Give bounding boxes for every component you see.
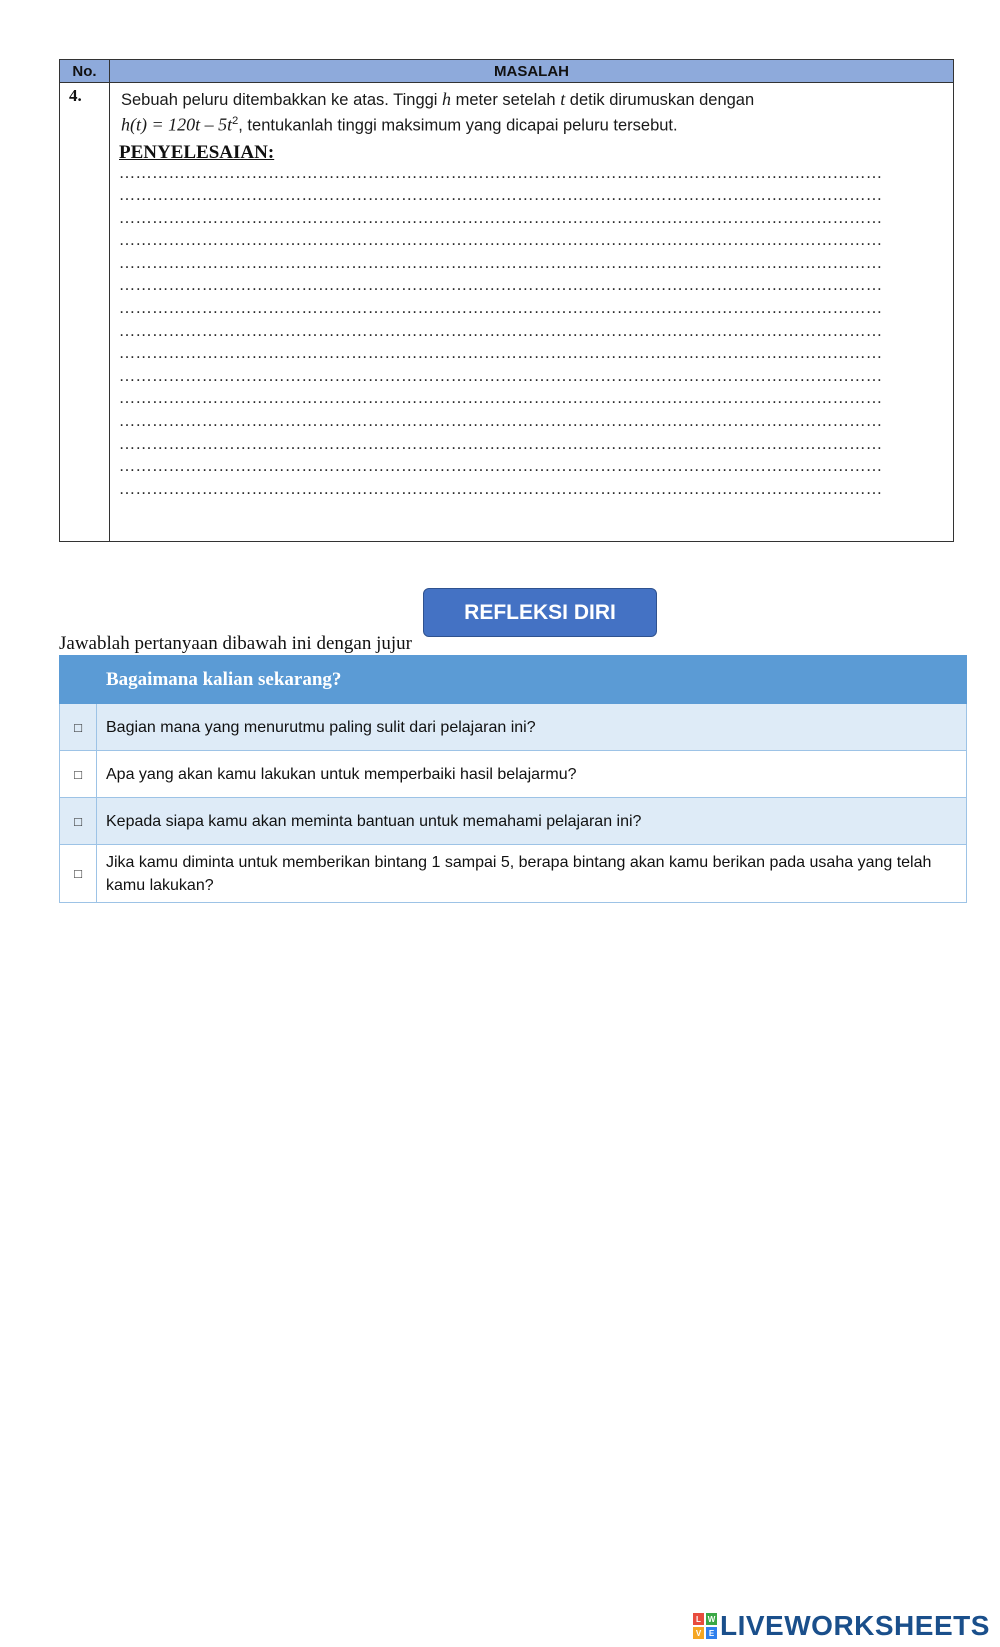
answer-line[interactable]: ………………………………………………………………………………………………………………………… [119,390,883,408]
table-row [60,704,967,751]
problem-text-part: Sebuah peluru ditembakkan ke atas. Tinggi [121,91,443,109]
question-text: Kepada siapa kamu akan meminta bantuan untuk memahami pelajaran ini? [97,798,967,845]
problem-text-part: detik dirumuskan dengan [565,91,755,109]
refleksi-diri-button: REFLEKSI DIRI [423,588,657,637]
answer-area[interactable] [119,164,943,503]
answer-line[interactable]: ………………………………………………………………………………………………………………………… [119,322,883,340]
height-function: h(t) = 120t – 5t [121,114,233,135]
logo-letter: V [693,1627,704,1639]
answer-line[interactable]: ………………………………………………………………………………………………………………………… [119,480,883,498]
exponent: 2 [232,115,239,127]
checkbox-icon[interactable]: □ [60,798,97,845]
answer-line[interactable]: ………………………………………………………………………………………………………………………… [119,232,883,250]
answer-line[interactable]: ………………………………………………………………………………………………………………………… [119,300,883,318]
logo-letter: W [707,1614,716,1624]
question-text: Jika kamu diminta untuk memberikan bintang 1 sampai 5, berapa bintang akan kamu berikan pada usaha yang telah kamu lakukan? [97,845,967,903]
answer-line[interactable]: ………………………………………………………………………………………………………………………… [119,458,883,476]
problem-cell [110,83,953,541]
problem-line-2 [121,111,943,137]
problem-number: 4. [60,83,110,541]
question-text: Bagian mana yang menurutmu paling sulit dari pelajaran ini? [97,704,967,751]
answer-line[interactable]: ………………………………………………………………………………………………………………………… [119,187,883,205]
problem-text-part: meter setelah [451,91,561,109]
answer-line[interactable]: ………………………………………………………………………………………………………………………… [119,209,883,227]
answer-line[interactable]: ………………………………………………………………………………………………………………………… [119,413,883,431]
problem-line-1 [121,89,943,111]
solution-heading: PENYELESAIAN: [119,141,275,163]
header-empty-cell [60,656,97,704]
problem-text-part: , tentukanlah tinggi maksimum yang dicapai peluru tersebut. [238,116,678,135]
reflection-header: Bagaimana kalian sekarang? [97,656,967,704]
table-row [60,845,967,903]
reflection-table [59,655,967,903]
answer-line[interactable]: ………………………………………………………………………………………………………………………… [119,254,883,272]
answer-line[interactable]: ………………………………………………………………………………………………………………………… [119,277,883,295]
instruction-text: Jawablah pertanyaan dibawah ini dengan jujur [59,633,412,654]
problem-table [59,59,954,542]
variable-t: t [560,89,566,109]
checkbox-icon[interactable]: □ [60,704,97,751]
table-row [60,751,967,798]
liveworksheets-logo[interactable] [693,1608,990,1644]
answer-line[interactable]: ………………………………………………………………………………………………………………………… [119,345,883,363]
column-header-masalah: MASALAH [110,60,953,83]
checkbox-icon[interactable]: □ [60,751,97,798]
logo-mark-icon [693,1613,717,1639]
reflection-header-row [60,656,967,704]
answer-line[interactable]: ………………………………………………………………………………………………………………………… [119,367,883,385]
logo-text: LIVEWORKSHEETS [720,1610,990,1641]
question-text: Apa yang akan kamu lakukan untuk memperbaiki hasil belajarmu? [97,751,967,798]
logo-letter: E [706,1627,717,1639]
logo-letter: L [693,1613,704,1625]
problem-statement [119,89,943,137]
checkbox-icon[interactable]: □ [60,845,97,903]
answer-line[interactable]: ………………………………………………………………………………………………………………………… [119,164,883,182]
answer-line[interactable]: ………………………………………………………………………………………………………………………… [119,435,883,453]
table-row [60,798,967,845]
variable-h: h [442,89,452,109]
column-header-no: No. [60,60,110,83]
